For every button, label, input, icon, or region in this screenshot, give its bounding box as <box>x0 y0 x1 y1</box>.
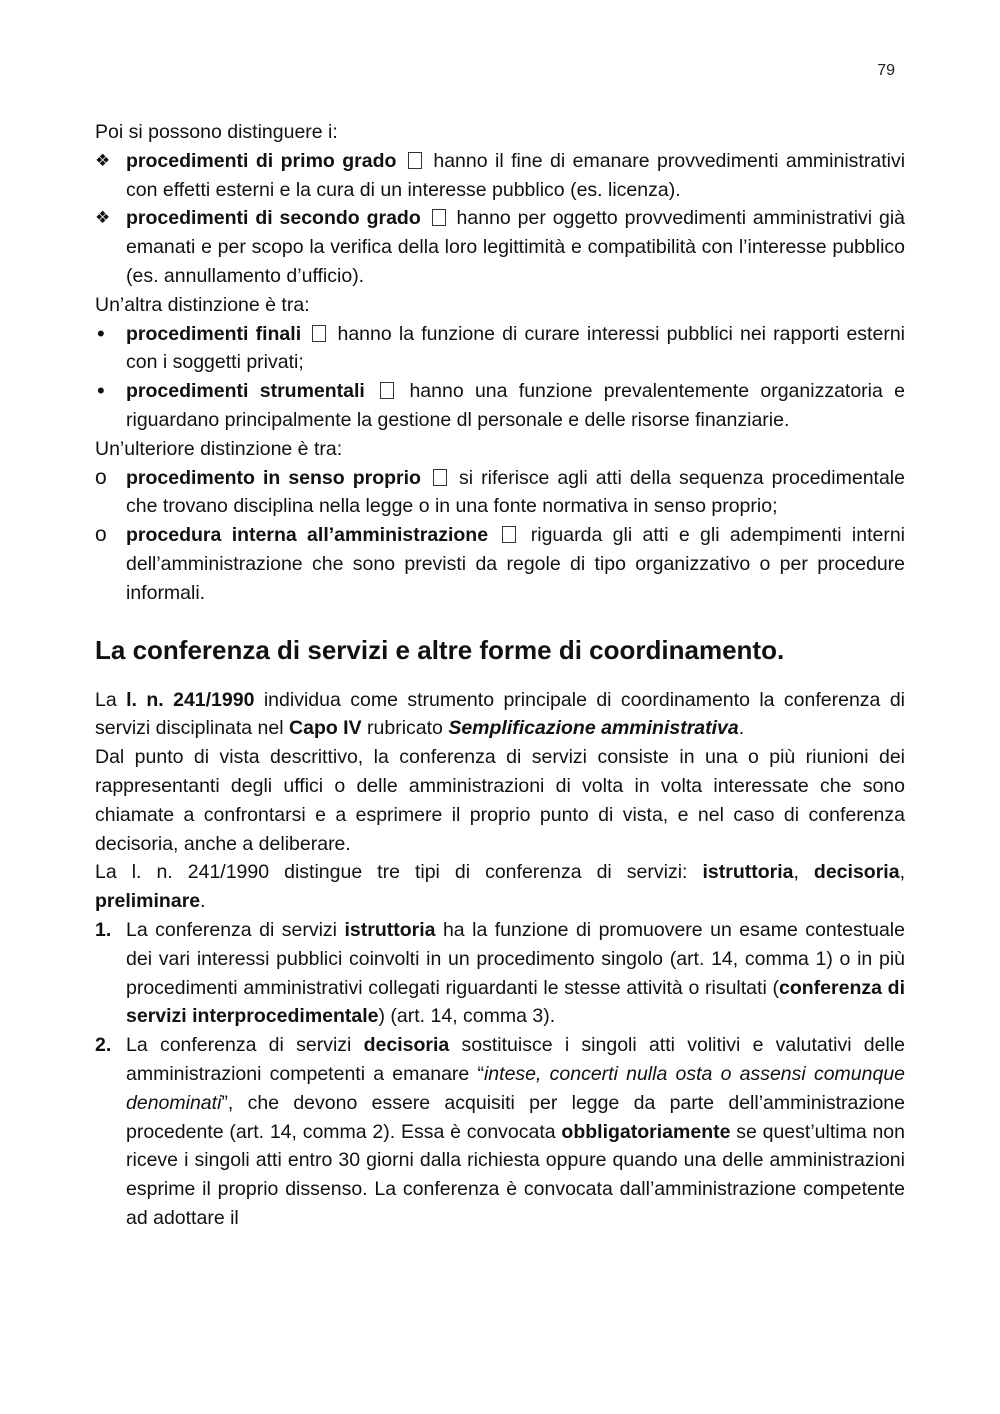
arrow-symbol-icon <box>432 209 446 226</box>
paragraph-law <box>95 686 905 744</box>
list-item <box>95 521 905 607</box>
page-content <box>95 118 905 1233</box>
text-run: ha la funzione di promuovere un esame contestuale dei vari interessi pubblici coinvolti in un procedimento singolo (art. 14, comma 1) o in più procedimenti amministrativi collegati riguardanti le stesse attività o risultati ( <box>126 918 905 999</box>
arrow-symbol-icon <box>380 382 394 399</box>
definition: hanno una funzione prevalentemente organizzatoria e riguardano principalmente la gestione dl personale e delle risorse finanziarie. <box>126 380 905 431</box>
definition: hanno per oggetto provvedimenti amministrativi già emanati e per scopo la verifica della loro legittimità e compatibilità con l’interesse pubblico (es. annullamento d’ufficio). <box>126 207 906 287</box>
paragraph-tipi <box>95 858 905 916</box>
section-heading: La conferenza di servizi e altre forme di coordinamento. <box>95 634 785 665</box>
term: procedura interna all’amministrazione <box>126 524 489 547</box>
term: procedimenti finali <box>126 322 302 345</box>
arrow-symbol-icon <box>502 526 516 543</box>
chapter-title: Semplificazione amministrativa <box>448 717 739 740</box>
text-run: . <box>738 717 745 740</box>
term: conferenza di servizi interprocedimentale <box>126 976 905 1028</box>
text-run: . <box>200 890 206 913</box>
text-run: ) (art. 14, comma 3). <box>378 1005 556 1028</box>
text-run: , <box>793 861 814 884</box>
definition: si riferisce agli atti della sequenza procedimentale che trovano disciplina nella legge o in una fonte normativa in senso proprio; <box>126 466 905 518</box>
text-run: rubricato <box>361 717 449 740</box>
definition: hanno la funzione di curare interessi pubblici nei rapporti esterni con i soggetti privati; <box>126 322 905 374</box>
term: procedimenti di primo grado <box>126 149 397 172</box>
text-run: La conferenza di servizi <box>126 918 345 941</box>
list-item <box>95 147 905 205</box>
diamond-bullet-icon: ❖ <box>95 208 111 228</box>
list-item <box>95 377 905 435</box>
list-item <box>95 464 905 522</box>
list-senso-proprio <box>95 464 905 608</box>
bullet-dot-icon: • <box>97 320 105 346</box>
page-number: 79 <box>877 62 895 79</box>
text-run: , <box>899 861 905 884</box>
arrow-symbol-icon <box>408 152 422 169</box>
arrow-symbol-icon <box>433 469 447 486</box>
numbered-list <box>95 916 905 1233</box>
chapter-reference: Capo IV <box>289 717 362 740</box>
definition: riguarda gli atti e gli adempimenti interni dell’amministrazione che sono previsti da regole di tipo organizzativo o per procedure informali. <box>126 524 906 604</box>
quoted-term: intese, concerti nulla osta o assensi comunque denominati <box>126 1062 906 1114</box>
list-item <box>95 1031 905 1233</box>
text-run: sostituisce i singoli atti volitivi e valutativi delle amministrazioni competenti a emanare “ <box>126 1034 905 1085</box>
definition: hanno il fine di emanare provvedimenti amministrativi con effetti esterni e la cura di un interesse pubblico (es. licenza). <box>126 149 906 201</box>
intro-paragraph: Un’ulteriore distinzione è tra: <box>95 437 343 460</box>
term: procedimenti di secondo grado <box>126 207 421 230</box>
text-run: ”, che devono essere acquisiti per legge da parte dell’amministrazione procedente (art. 14, comma 2). Essa è convocata <box>126 1091 905 1143</box>
text-run: se quest’ultima non riceve i singoli atti entro 30 giorni dalla richiesta oppure quando una delle amministrazioni esprime il proprio dissenso. La conferenza è convocata dall’amministrazione competente ad adottare il <box>126 1120 905 1229</box>
bullet-dot-icon: • <box>97 378 105 404</box>
term: obbligatoriamente <box>561 1120 731 1143</box>
intro-paragraph: Un’altra distinzione è tra: <box>95 293 310 316</box>
term: procedimento in senso proprio <box>126 466 421 489</box>
term: decisoria <box>813 861 900 884</box>
diamond-bullet-icon: ❖ <box>95 150 111 170</box>
law-reference: l. n. 241/1990 <box>126 688 255 711</box>
term: procedimenti strumentali <box>126 380 365 403</box>
text-run: La conferenza di servizi <box>126 1034 364 1057</box>
text-run: individua come strumento principale di coordinamento la conferenza di servizi disciplinata nel <box>95 688 905 740</box>
term: decisoria <box>363 1034 450 1057</box>
text-run: La <box>95 688 127 711</box>
paragraph-descrittivo: Dal punto di vista descrittivo, la conferenza di servizi consiste in una o più riunioni dei rappresentanti degli uffici o delle amministrazioni di volta in volta interessate che sono chiamate a confrontarsi e a esprimere il proprio punto di vista, e nel caso di conferenza decisoria, anche a deliberare. <box>95 746 905 855</box>
bullet-marker: o <box>95 465 107 489</box>
term: istruttoria <box>344 918 436 941</box>
list-number: 2. <box>95 1034 112 1057</box>
bullet-marker: o <box>95 523 107 547</box>
list-item <box>95 916 905 1031</box>
term: istruttoria <box>702 861 794 884</box>
text-run: La l. n. 241/1990 distingue tre tipi di conferenza di servizi: <box>95 861 703 884</box>
list-item <box>95 204 905 290</box>
intro-paragraph: Poi si possono distinguere i: <box>95 121 338 143</box>
list-grado <box>95 147 905 291</box>
list-number: 1. <box>95 918 112 941</box>
list-item <box>95 320 905 378</box>
term: preliminare <box>95 890 201 913</box>
arrow-symbol-icon <box>312 325 326 342</box>
list-finali <box>95 320 905 435</box>
